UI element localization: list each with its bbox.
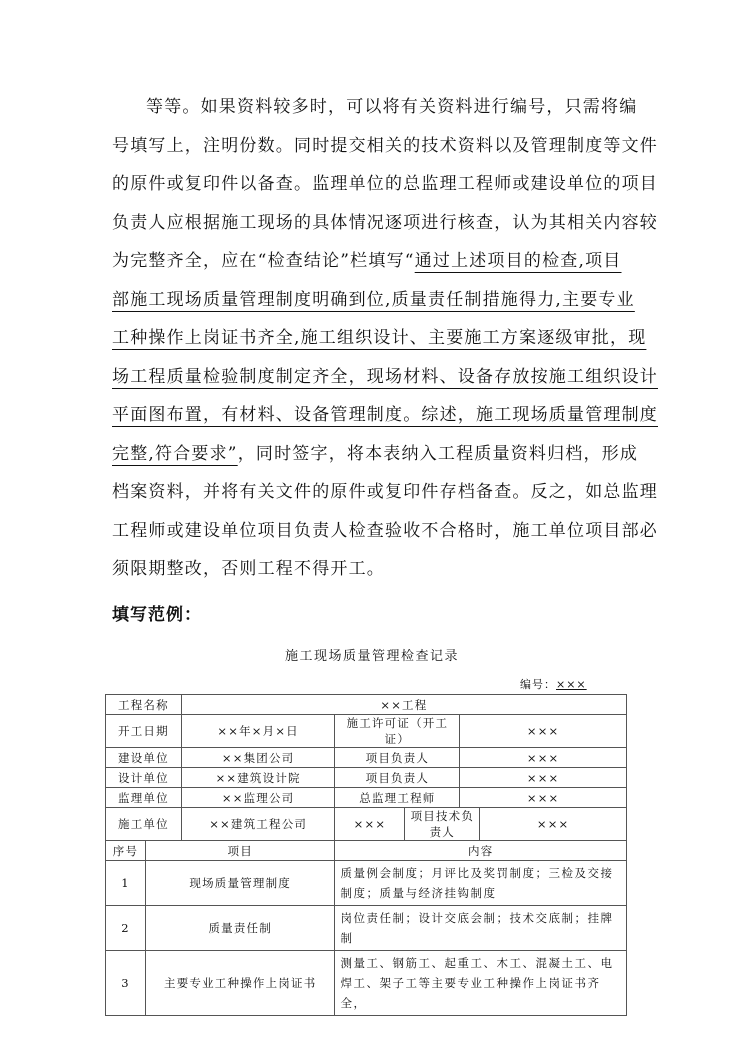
paragraph-line: 的原件或复印件以备查。监理单位的总监理工程师或建设单位的项目: [112, 174, 658, 194]
record-number-value: ×××: [556, 678, 587, 691]
paragraph-line: 负责人应根据施工现场的具体情况逐项进行核查，认为其相关内容较: [112, 212, 658, 233]
row-content: 岗位责任制；设计交底会制；技术交底制；挂牌制: [335, 906, 627, 951]
permit-label: 施工许可证（开工证）: [335, 715, 460, 748]
row-item: 主要专业工种操作上岗证书: [145, 951, 335, 1016]
table-row: [106, 748, 627, 768]
record-number-label: 编号：: [520, 678, 556, 691]
owner-value: ××集团公司: [181, 748, 335, 768]
row-no: 2: [106, 906, 146, 951]
table-row: [106, 906, 627, 951]
underlined-conclusion-text: 部施工现场质量管理制度明确到位,质量责任制措施得力,主要专业: [112, 289, 635, 310]
underlined-conclusion-text: 完整,符合要求”: [112, 443, 238, 464]
record-number: [520, 676, 587, 692]
row-item: 现场质量管理制度: [145, 861, 335, 906]
row-no: 3: [106, 951, 146, 1016]
supervisor-label: 监理单位: [106, 788, 182, 808]
paragraph-line: 工程师或建设单位项目负责人检查验收不合格时，施工单位项目部必: [112, 520, 658, 541]
body-paragraph: [112, 88, 658, 589]
paragraph-line: [112, 281, 640, 320]
inspection-record-table: [105, 694, 627, 1016]
table-row: [106, 768, 627, 788]
underlined-conclusion-text: 工种操作上岗证书齐全,施工组织设计、主要施工方案逐级审批，现: [112, 328, 647, 348]
table-row: [106, 861, 627, 906]
row-item: 质量责任制: [145, 906, 335, 951]
owner-label: 建设单位: [106, 748, 182, 768]
table-row: [106, 788, 627, 808]
designer-manager-value: ×××: [460, 768, 627, 788]
designer-manager-label: 项目负责人: [335, 768, 460, 788]
paragraph-line: [112, 435, 640, 474]
table-row: [106, 715, 627, 748]
owner-manager-value: ×××: [460, 748, 627, 768]
table-row: [106, 951, 627, 1016]
table-title: 施工现场质量管理检查记录: [284, 649, 459, 664]
chief-supervisor-value: ×××: [460, 788, 627, 808]
row-no: 1: [106, 861, 146, 906]
header-item: 项目: [145, 841, 335, 861]
supervisor-value: ××监理公司: [181, 788, 335, 808]
contractor-value: ××建筑工程公司: [181, 808, 335, 841]
header-no: 序号: [106, 841, 146, 861]
table-row: [106, 808, 627, 841]
text-segment: 为完整齐全，应在“检查结论”栏填写“: [112, 251, 415, 271]
owner-manager-label: 项目负责人: [335, 748, 460, 768]
designer-label: 设计单位: [106, 768, 182, 788]
paragraph-line: [112, 396, 658, 435]
project-name-value: ××工程: [181, 695, 626, 715]
contractor-label: 施工单位: [106, 808, 182, 841]
paragraph-line: 档案资料，并将有关文件的原件或复印件存档备查。反之，如总监理: [112, 482, 658, 502]
paragraph-line: 号填写上，注明份数。同时提交相关的技术资料以及管理制度等文件: [112, 135, 658, 156]
table-row: [106, 695, 627, 715]
example-heading: 填写范例：: [112, 605, 202, 625]
paragraph-line: [112, 358, 658, 397]
paragraph-line: 等等。如果资料较多时，可以将有关资料进行编号，只需将编: [146, 97, 638, 117]
tech-manager-value: ×××: [480, 808, 627, 841]
contractor-manager-value: ×××: [335, 808, 405, 841]
project-name-label: 工程名称: [106, 695, 182, 715]
row-content: 质量例会制度；月评比及奖罚制度；三检及交接制度；质量与经济挂钩制度: [335, 861, 627, 906]
chief-supervisor-label: 总监理工程师: [335, 788, 460, 808]
underlined-conclusion-text: 场工程质量检验制度制定齐全，现场材料、设备存放按施工组织设计: [112, 366, 658, 387]
designer-value: ××建筑设计院: [181, 768, 335, 788]
permit-value: ×××: [460, 715, 627, 748]
tech-manager-label: 项目技术负责人: [405, 808, 480, 841]
text-segment: ，同时签字，将本表纳入工程质量资料归档，形成: [237, 443, 639, 464]
paragraph-line: [112, 242, 640, 281]
paragraph-line: [112, 319, 647, 358]
start-date-value: ××年×月×日: [181, 715, 335, 748]
paragraph-line: 须限期整改，否则工程不得开工。: [112, 559, 385, 579]
underlined-conclusion-text: 通过上述项目的检查,项目: [414, 251, 622, 271]
underlined-conclusion-text: 平面图布置，有材料、设备管理制度。综述，施工现场质量管理制度: [112, 405, 658, 425]
row-content: 测量工、钢筋工、起重工、木工、混凝土工、电焊工、架子工等主要专业工种操作上岗证书齐全，: [335, 951, 627, 1016]
header-content: 内容: [335, 841, 627, 861]
start-date-label: 开工日期: [106, 715, 182, 748]
table-header-row: [106, 841, 627, 861]
